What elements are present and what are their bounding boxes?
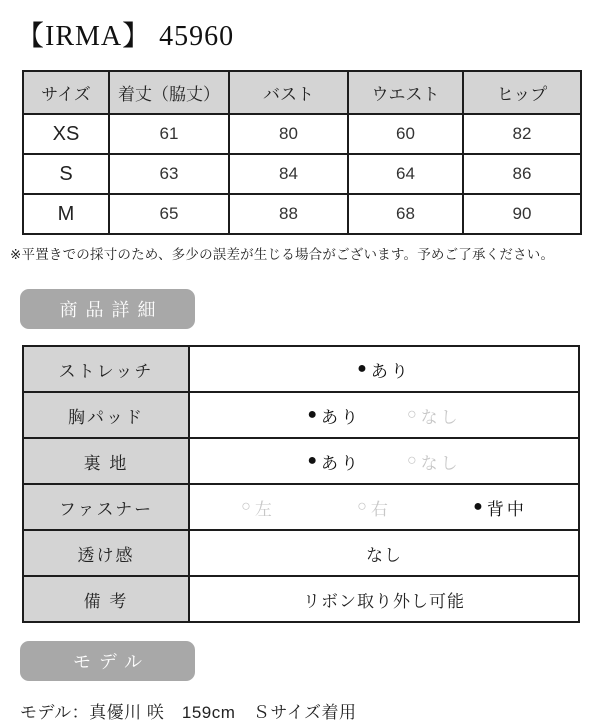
- product-spec-page: [0, 18, 600, 720]
- option-left: [241, 495, 275, 520]
- detail-row-chest-pad: [23, 392, 579, 438]
- option-nashi: [407, 449, 461, 474]
- size-name-cell: XS: [23, 114, 109, 154]
- product-details-table: [22, 345, 580, 623]
- size-table: [22, 70, 582, 235]
- waist-cell: 60: [348, 114, 463, 154]
- model-heading: モデル: [20, 641, 195, 681]
- waist-col-header: ウエスト: [348, 71, 463, 114]
- size-name-cell: M: [23, 194, 109, 234]
- option-label: あり: [321, 407, 361, 427]
- model-info: モデル：真優川 咲 159cm Ｓサイズ着用: [20, 703, 357, 720]
- detail-row-remarks: [23, 576, 579, 622]
- size-table-header-row: [23, 71, 581, 114]
- option-back: [473, 495, 527, 520]
- unselected-radio-icon: ○: [407, 406, 417, 423]
- detail-value: リボン取り外し可能: [189, 576, 579, 622]
- selected-radio-icon: ●: [307, 406, 317, 423]
- size-name-cell: S: [23, 154, 109, 194]
- option-label: 右: [370, 499, 391, 519]
- product-details-heading: 商品詳細: [20, 289, 195, 329]
- bust-col-header: バスト: [229, 71, 348, 114]
- length-cell: 63: [109, 154, 229, 194]
- detail-label: ストレッチ: [23, 346, 189, 392]
- length-cell: 61: [109, 114, 229, 154]
- option-label: あり: [321, 453, 361, 473]
- hip-cell: 82: [463, 114, 581, 154]
- size-col-header: サイズ: [23, 71, 109, 114]
- detail-row-lining: [23, 438, 579, 484]
- waist-cell: 68: [348, 194, 463, 234]
- measurement-note: ※平置きでの採寸のため、多少の誤差が生じる場合がございます。予めご了承ください。: [10, 247, 555, 262]
- detail-row-stretch: [23, 346, 579, 392]
- detail-row-sheerness: [23, 530, 579, 576]
- option-ari: [307, 403, 361, 428]
- option-right: [357, 495, 391, 520]
- page-title: 【IRMA】 45960: [16, 21, 235, 52]
- size-row-xs: [23, 114, 581, 154]
- selected-radio-icon: ●: [307, 452, 317, 469]
- hip-cell: 90: [463, 194, 581, 234]
- bust-cell: 80: [229, 114, 348, 154]
- unselected-radio-icon: ○: [241, 498, 251, 515]
- length-cell: 65: [109, 194, 229, 234]
- bust-cell: 84: [229, 154, 348, 194]
- detail-label: 透け感: [23, 530, 189, 576]
- option-label: 左: [254, 499, 275, 519]
- selected-radio-icon: ●: [357, 360, 367, 377]
- size-row-s: [23, 154, 581, 194]
- option-label: あり: [370, 361, 411, 381]
- hip-cell: 86: [463, 154, 581, 194]
- selected-radio-icon: ●: [473, 498, 483, 515]
- unselected-radio-icon: ○: [407, 452, 417, 469]
- detail-label: ファスナー: [23, 484, 189, 530]
- option-label: 背中: [486, 499, 527, 519]
- unselected-radio-icon: ○: [357, 498, 367, 515]
- hip-col-header: ヒップ: [463, 71, 581, 114]
- detail-label: 胸パッド: [23, 392, 189, 438]
- bust-cell: 88: [229, 194, 348, 234]
- option-label: なし: [420, 453, 461, 473]
- option-ari: [307, 449, 361, 474]
- option-ari: [357, 357, 411, 382]
- option-nashi: [407, 403, 461, 428]
- detail-label: 備 考: [23, 576, 189, 622]
- waist-cell: 64: [348, 154, 463, 194]
- size-row-m: [23, 194, 581, 234]
- detail-value: なし: [189, 530, 579, 576]
- detail-label: 裏 地: [23, 438, 189, 484]
- detail-row-fastener: [23, 484, 579, 530]
- length-col-header: 着丈（脇丈）: [109, 71, 229, 114]
- option-label: なし: [420, 407, 461, 427]
